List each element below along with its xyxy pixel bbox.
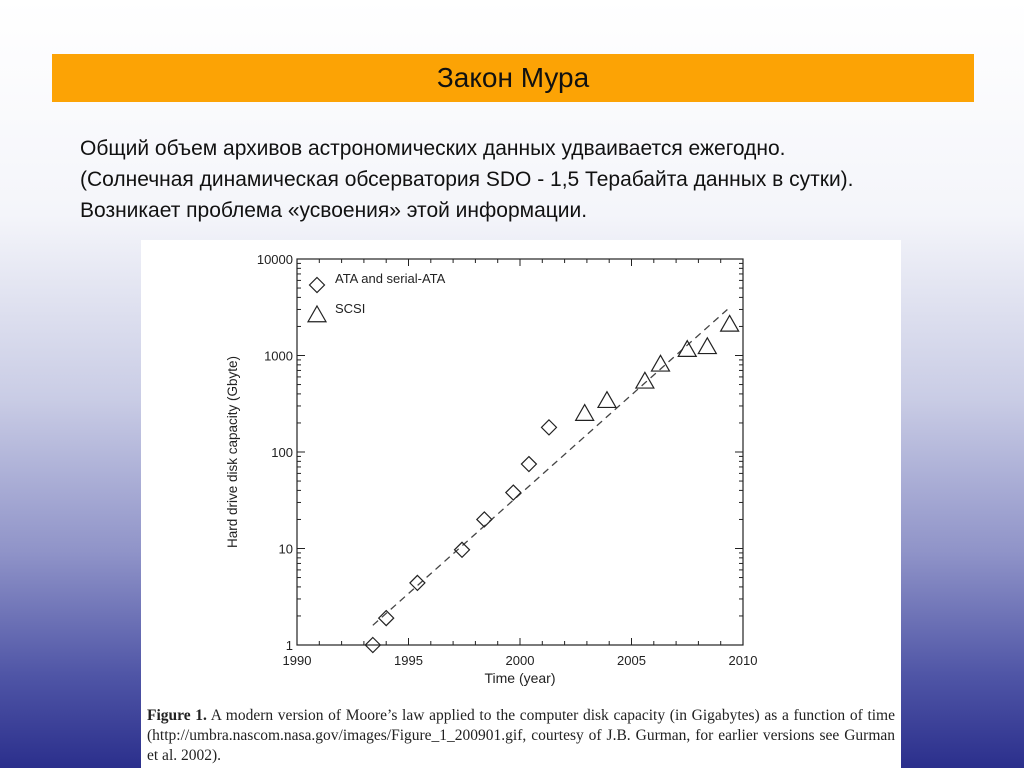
scsi-point <box>678 341 696 357</box>
ata-point <box>506 485 521 500</box>
body-line-1: Общий объем архивов астрономических данных удваивается ежегодно. <box>80 137 786 160</box>
legend-label-scsi: SCSI <box>335 301 366 316</box>
ata-point <box>477 512 492 527</box>
figure-panel <box>141 240 901 768</box>
scsi-point <box>636 372 654 388</box>
ata-point <box>541 420 556 435</box>
scsi-point <box>576 405 594 421</box>
legend-marker-scsi <box>308 306 326 322</box>
y-tick-label: 10 <box>278 541 293 557</box>
y-tick-label: 1000 <box>264 348 293 364</box>
y-axis-label: Hard drive disk capacity (Gbyte) <box>225 355 240 549</box>
scsi-point <box>698 338 716 354</box>
y-tick-label: 10000 <box>256 252 293 267</box>
x-tick-label: 2000 <box>505 653 535 668</box>
y-tick-label: 100 <box>271 445 293 460</box>
slide-body <box>80 133 1020 226</box>
caption-text: A modern version of Moore’s law applied to the computer disk capacity (in Gigabytes) as a function of time (http://umbra.nascom.nasa.gov/images/Figure_1_200901.gif, courtesy of J.B. Gurman, for earlier versions see Gurman et al. 2002). <box>147 707 895 764</box>
x-axis-label: Time (year) <box>484 670 556 686</box>
scsi-point <box>721 315 739 331</box>
x-tick-label: 2005 <box>617 653 646 668</box>
disk-capacity-chart <box>141 240 901 706</box>
y-tick-label: 1 <box>285 638 293 653</box>
ata-point <box>521 457 536 472</box>
ata-point <box>410 575 425 590</box>
legend-label-ata: ATA and serial-ATA <box>335 271 446 286</box>
body-line-2: (Солнечная динамическая обсерватория SDO - 1,5 Терабайта данных в сутки). <box>80 168 854 191</box>
figure-caption <box>147 706 895 766</box>
legend-marker-ata <box>310 278 325 293</box>
scsi-point <box>598 392 616 408</box>
trend-line <box>373 309 728 625</box>
x-tick-label: 1995 <box>394 653 423 668</box>
x-tick-label: 1990 <box>282 653 312 668</box>
plot-frame <box>297 259 743 645</box>
x-tick-label: 2010 <box>728 653 758 668</box>
body-line-3: Возникает проблема «усвоения» этой информации. <box>80 199 588 222</box>
slide-title: Закон Мура <box>52 54 974 102</box>
caption-label: Figure 1. <box>147 707 207 724</box>
